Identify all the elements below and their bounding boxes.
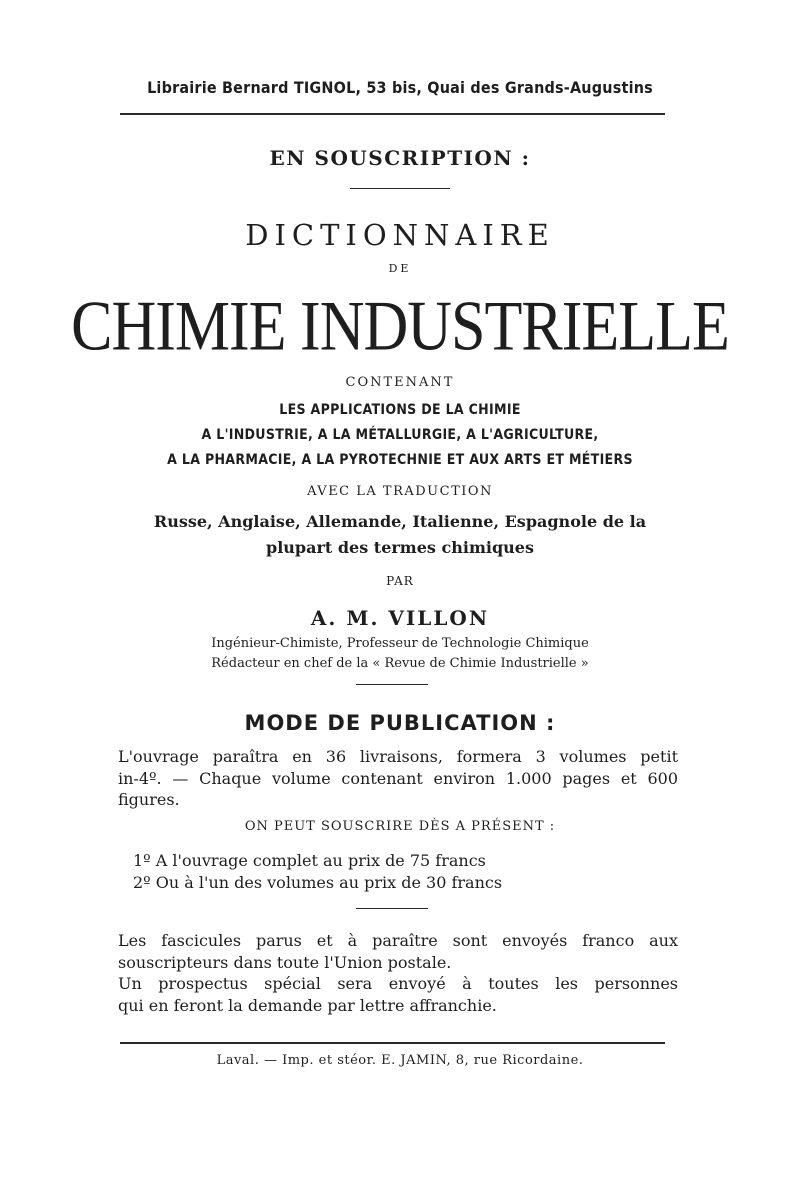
dictionnaire-title: DICTIONNAIRE [245,218,555,252]
paragraph-line: Les fascicules parus et à paraître sont envoyés franco aux [118,931,678,950]
par-word: PAR [386,574,414,588]
souscrire-heading: ON PEUT SOUSCRIRE DÈS A PRÉSENT : [244,819,556,834]
contenant-word: CONTENANT [345,375,455,390]
applications-line-2: A L'INDUSTRIE, A LA MÉTALLURGIE, A L'AGRICULTURE, [201,427,599,443]
price-options [133,850,502,894]
avec-traduction: AVEC LA TRADUCTION [307,484,493,499]
paragraph-line: L'ouvrage paraîtra en 36 livraisons, formera 3 volumes petit [118,747,678,766]
publication-heading: MODE DE PUBLICATION : [244,711,556,735]
publication-paragraph [118,746,678,811]
price-option-complete: 1º A l'ouvrage complet au prix de 75 francs [133,851,486,870]
applications-line-1: LES APPLICATIONS DE LA CHIMIE [279,402,521,418]
divider-short-1 [350,188,450,189]
price-option-volume: 2º Ou à l'un des volumes au prix de 30 francs [133,873,503,892]
souscription-heading: EN SOUSCRIPTION : [269,146,531,170]
author-credential-2: Rédacteur en chef de la « Revue de Chimie Industrielle » [211,656,589,671]
languages-line-2: plupart des termes chimiques [266,538,534,557]
header-rule [120,113,665,115]
publisher-header: Librairie Bernard TIGNOL, 53 bis, Quai des Grands-Augustins [147,78,653,97]
paragraph-line: souscripteurs dans toute l'Union postale. [118,952,452,972]
fascicules-paragraph [118,930,678,1016]
languages-line-1: Russe, Anglaise, Allemande, Italienne, Espagnole de la [153,512,647,531]
de-word: DE [388,262,412,275]
paragraph-line: Un prospectus spécial sera envoyé à toutes les personnes [118,974,678,993]
author-name: A. M. VILLON [310,606,490,630]
author-credential-1: Ingénieur-Chimiste, Professeur de Technologie Chimique [211,636,589,651]
footer-rule [120,1042,665,1044]
printer-imprint: Laval. — Imp. et stéor. E. JAMIN, 8, rue Ricordaine. [216,1053,584,1068]
paragraph-line: qui en feront la demande par lettre affranchie. [118,995,497,1015]
main-title: CHIMIE INDUSTRIELLE [71,287,729,366]
applications-line-3: A LA PHARMACIE, A LA PYROTECHNIE ET AUX ARTS ET MÉTIERS [167,452,633,468]
divider-short-3 [356,908,428,909]
paragraph-line: in-4º. — Chaque volume contenant environ 1.000 pages et 600 [118,768,678,788]
divider-short-2 [356,684,428,685]
paragraph-line: figures. [118,790,180,809]
